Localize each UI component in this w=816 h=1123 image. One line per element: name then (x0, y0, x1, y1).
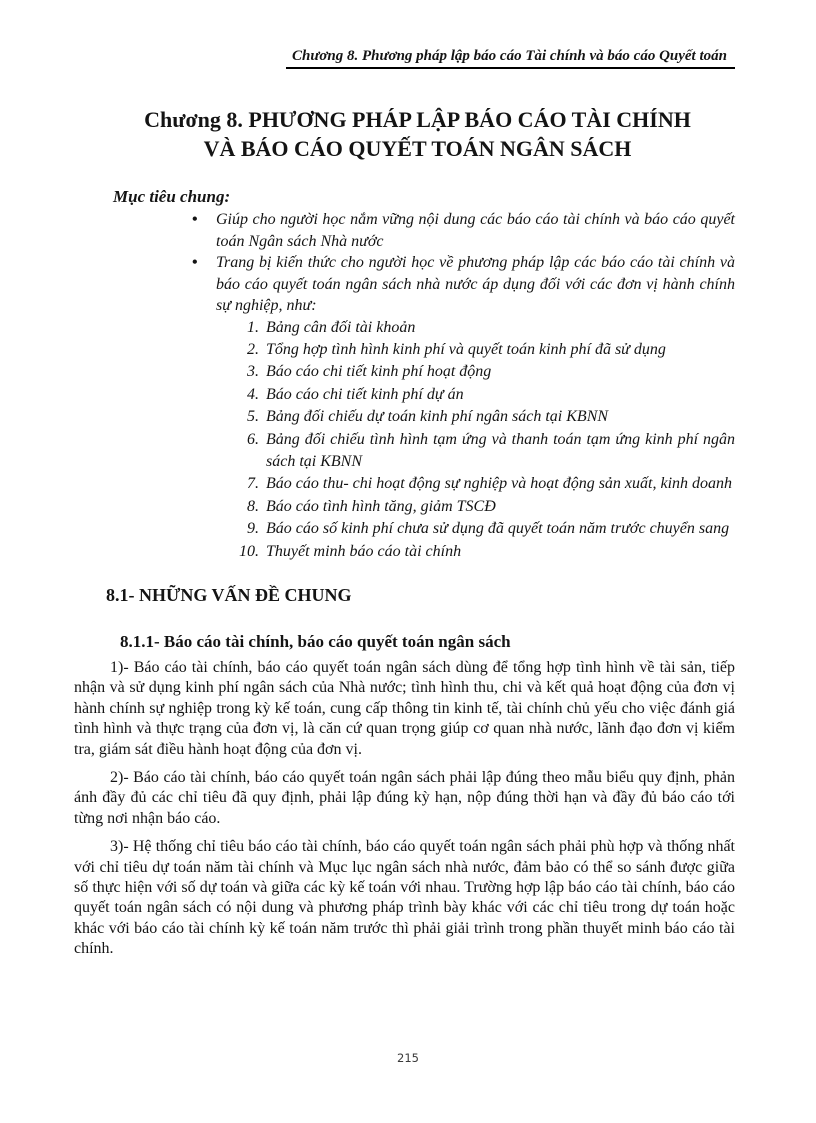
report-item: Báo cáo chi tiết kinh phí dự án (266, 385, 464, 403)
objective-item: • Giúp cho người học nắm vững nội dung các báo cáo tài chính và báo cáo quyết toán Ngân sách Nhà nước (216, 209, 735, 252)
objectives-heading: Mục tiêu chung: (113, 187, 231, 206)
report-item: Bảng đối chiếu dự toán kinh phí ngân sách tại KBNN (266, 408, 609, 426)
page-number: 215 (397, 1051, 419, 1065)
report-item: Báo cáo chi tiết kinh phí hoạt động (266, 363, 492, 381)
body-paragraph-3: 3)- Hệ thống chỉ tiêu báo cáo tài chính, báo cáo quyết toán ngân sách phải phù hợp và thống nhất với chỉ tiêu dự toán năm tài chính và Mục lục ngân sách nhà nước, đảm bảo có thể so sánh được giữa số thực hiện với số dự toán và giữa các kỳ kế toán với nhau. Trường hợp lập báo cáo tài chính, báo cáo quyết toán ngân sách có nội dung và phương pháp trình bày khác với các chỉ tiêu trong dự toán hoặc khác với báo cáo tài chính kỳ kế toán năm trước thì phải giải trình trong phần thuyết minh báo cáo tài chính. (74, 838, 735, 958)
section-heading: 8.1- NHỮNG VẤN ĐỀ CHUNG (106, 584, 352, 605)
body-paragraph-2: 2)- Báo cáo tài chính, báo cáo quyết toán ngân sách phải lập đúng theo mẫu biểu quy định, phản ánh đầy đủ các chỉ tiêu đã quy định, phải lập đúng kỳ hạn, nộp đúng thời hạn và đầy đủ báo cáo tới từng nơi nhận báo cáo. (74, 769, 735, 827)
report-list (74, 317, 735, 563)
objectives-list (74, 209, 735, 317)
report-item: Bảng cân đối tài khoản (266, 318, 416, 336)
page-content (74, 0, 735, 960)
body-paragraph-1: 1)- Báo cáo tài chính, báo cáo quyết toán ngân sách dùng để tổng hợp tình hình về tài sản, tiếp nhận và sử dụng kinh phí ngân sách của Nhà nước; tình hình thu, chi và kết quả hoạt động của đơn vị hành chính sự nghiệp trong kỳ kế toán, cung cấp thông tin kinh tế, tài chính chủ yếu cho việc đánh giá tình hình và thực trạng của đơn vị, là căn cứ quan trọng giúp cơ quan nhà nước, lãnh đạo đơn vị kiểm tra, giám sát điều hành hoạt động của đơn vị. (74, 658, 735, 758)
report-item: Báo cáo số kinh phí chưa sử dụng đã quyết toán năm trước chuyển sang (266, 520, 730, 538)
running-header-text: Chương 8. Phương pháp lập báo cáo Tài chính và báo cáo Quyết toán (286, 48, 735, 69)
report-item: Thuyết minh báo cáo tài chính (266, 542, 462, 560)
report-item: Bảng đối chiếu tình hình tạm ứng và thanh toán tạm ứng kinh phí ngân sách tại KBNN (266, 430, 735, 470)
chapter-title (74, 105, 735, 163)
chapter-title-line-1: Chương 8. PHƯƠNG PHÁP LẬP BÁO CÁO TÀI CHÍNH (144, 107, 691, 132)
report-item: Báo cáo tình hình tăng, giảm TSCĐ (266, 497, 496, 515)
running-header (74, 48, 735, 69)
chapter-title-line-2: VÀ BÁO CÁO QUYẾT TOÁN NGÂN SÁCH (203, 136, 632, 161)
report-item: Báo cáo thu- chi hoạt động sự nghiệp và hoạt động sản xuất, kinh doanh (266, 475, 733, 493)
objective-item: • Trang bị kiến thức cho người học về phương pháp lập các báo cáo tài chính và báo cáo quyết toán ngân sách nhà nước áp dụng đối với các đơn vị hành chính sự nghiệp, như: (216, 252, 735, 317)
subsection-heading: 8.1.1- Báo cáo tài chính, báo cáo quyết toán ngân sách (120, 631, 511, 651)
report-item: Tổng hợp tình hình kinh phí và quyết toán kinh phí đã sử dụng (266, 340, 666, 358)
